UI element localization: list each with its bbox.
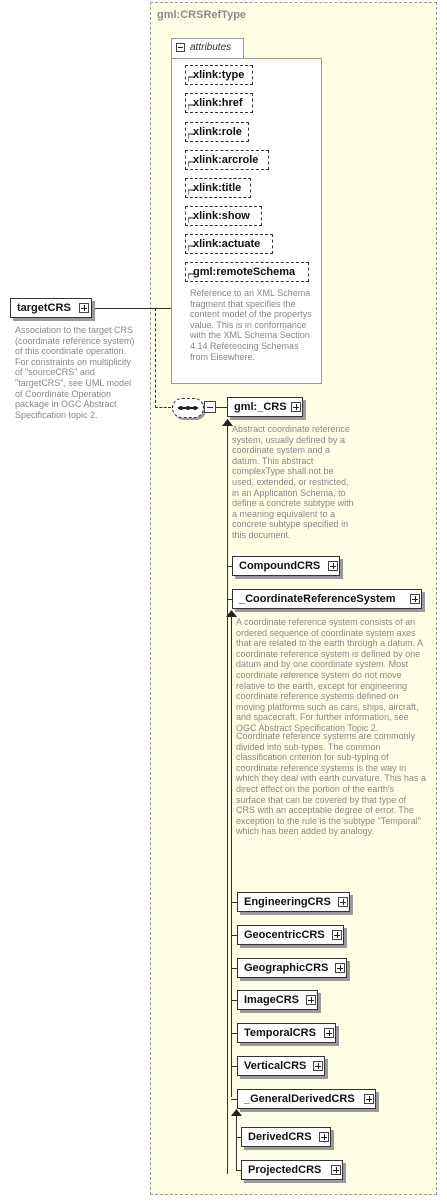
attribute-xlink-type[interactable]: xlink:type	[185, 65, 253, 85]
sequence-icon	[178, 407, 198, 409]
geographic-crs-element[interactable]	[237, 958, 347, 978]
collapse-icon[interactable]	[204, 401, 216, 413]
target-crs-element[interactable]	[10, 298, 92, 318]
general-derived-crs-element[interactable]	[237, 1089, 376, 1109]
connector-crs-subtypes	[231, 612, 232, 1097]
expand-icon[interactable]	[313, 1061, 323, 1071]
attribute-xlink-href[interactable]: xlink:href	[185, 93, 253, 113]
link-arrow-icon	[188, 161, 194, 167]
expand-icon[interactable]	[364, 1094, 374, 1104]
compound-crs-element[interactable]	[232, 556, 340, 576]
temporal-crs-element[interactable]	[237, 1023, 336, 1043]
engineering-crs-label: EngineeringCRS	[244, 896, 331, 908]
link-arrow-icon	[188, 273, 194, 279]
vertical-crs-label: VerticalCRS	[244, 1060, 307, 1072]
engineering-crs-element[interactable]	[237, 892, 350, 912]
connector-derived-subtypes	[236, 1112, 237, 1170]
gml-crs-element[interactable]	[227, 397, 303, 417]
expand-icon[interactable]	[328, 561, 338, 571]
connector-crs-derivation	[227, 422, 228, 1174]
geographic-crs-label: GeographicCRS	[244, 962, 329, 974]
vertical-crs-element[interactable]	[237, 1056, 325, 1076]
coordinate-reference-system-element[interactable]	[232, 589, 422, 609]
link-arrow-icon	[188, 76, 194, 82]
attribute-xlink-arcrole[interactable]: xlink:arcrole	[185, 150, 269, 170]
target-crs-label: targetCRS	[17, 302, 71, 314]
attribute-xlink-role[interactable]: xlink:role	[185, 122, 249, 142]
image-crs-element[interactable]	[237, 990, 318, 1010]
derivation-arrow-icon	[231, 1109, 242, 1117]
collapse-icon[interactable]	[176, 43, 185, 52]
image-crs-label: ImageCRS	[244, 994, 300, 1006]
link-arrow-icon	[188, 217, 194, 223]
expand-icon[interactable]	[79, 303, 89, 313]
projected-crs-element[interactable]	[241, 1160, 343, 1180]
connector-choice-to-crs	[216, 407, 227, 408]
link-arrow-icon	[188, 189, 194, 195]
geocentric-crs-label: GeocentricCRS	[244, 929, 325, 941]
expand-icon[interactable]	[335, 963, 345, 973]
expand-icon[interactable]	[338, 897, 348, 907]
attribute-xlink-actuate[interactable]: xlink:actuate	[185, 234, 273, 254]
expand-icon[interactable]	[332, 930, 342, 940]
link-arrow-icon	[188, 133, 194, 139]
gml-crs-label: gml:_CRS	[234, 401, 287, 413]
attribute-gml-remote-schema[interactable]: gml:remoteSchema	[185, 262, 309, 282]
type-region-label: gml:CRSRefType	[157, 9, 247, 21]
geocentric-crs-element[interactable]	[237, 925, 344, 945]
expand-icon[interactable]	[319, 1132, 329, 1142]
expand-icon[interactable]	[331, 1165, 341, 1175]
expand-icon[interactable]	[291, 402, 301, 412]
expand-icon[interactable]	[306, 995, 316, 1005]
derived-crs-label: DerivedCRS	[248, 1131, 312, 1143]
target-crs-description: Association to the target CRS (coordinate reference system) of this coordinate operation. For constraints on multiplicity of "sourceCRS" and "targetCRS", see UML model of Coordinate Operation package in OGC Abstract Specification topic 2.	[15, 325, 135, 420]
coordinate-reference-system-description: A coordinate reference system consists of an ordered sequence of coordinate system axes that are related to the earth through a datum. A coordinate reference system is defined by one datum and by one coordinate system. Most coordinate reference system do not move relative to the earth, except for engineering coordinate reference systems defined on moving platforms such as cars, ships, aircraft, and spacecraft. For further information, see OGC Abstract Specification Topic 2.	[236, 617, 423, 733]
expand-icon[interactable]	[410, 594, 420, 604]
derived-crs-element[interactable]	[241, 1127, 331, 1147]
compound-crs-label: CompoundCRS	[239, 560, 321, 572]
link-arrow-icon	[188, 104, 194, 110]
attributes-label: attributes	[190, 42, 232, 53]
temporal-crs-label: TemporalCRS	[244, 1027, 316, 1039]
sequence-compositor[interactable]	[172, 398, 204, 418]
link-arrow-icon	[188, 245, 194, 251]
gml-crs-description: Abstract coordinate reference system, usually defined by a coordinate system and a datum. This abstract complexType shall not be used, extended, or restricted, in an Application Schema, to define a concrete subtype with a meaning equivalent to a concrete subtype specified in this document.	[232, 424, 354, 540]
general-derived-crs-label: _GeneralDerivedCRS	[244, 1093, 355, 1105]
attribute-xlink-show[interactable]: xlink:show	[185, 206, 262, 226]
expand-icon[interactable]	[324, 1028, 334, 1038]
coordinate-reference-system-description-subtypes: Coordinate reference systems are commonly divided into sub-types. The common classification criterion for sub-typing of coordinate reference systems is the way in which they deal with earth curvature. This has a direct effect on the portion of the earth's surface that can be covered by that type of CRS with an acceptable degree of error. The exception to the rule is the subtype "Temporal" which has been added by analogy.	[236, 731, 426, 837]
connector-root-to-sequence	[155, 308, 171, 408]
projected-crs-label: ProjectedCRS	[248, 1164, 322, 1176]
remote-schema-description: Reference to an XML Schema fragment that specifies the content model of the propertys value. This is in conformance with the XML Schema Section 4.14 Referencing Schemas from Elsewhere.	[190, 288, 312, 362]
coordinate-reference-system-label: _CoordinateReferenceSystem	[239, 593, 396, 605]
attribute-xlink-title[interactable]: xlink:title	[185, 178, 251, 198]
